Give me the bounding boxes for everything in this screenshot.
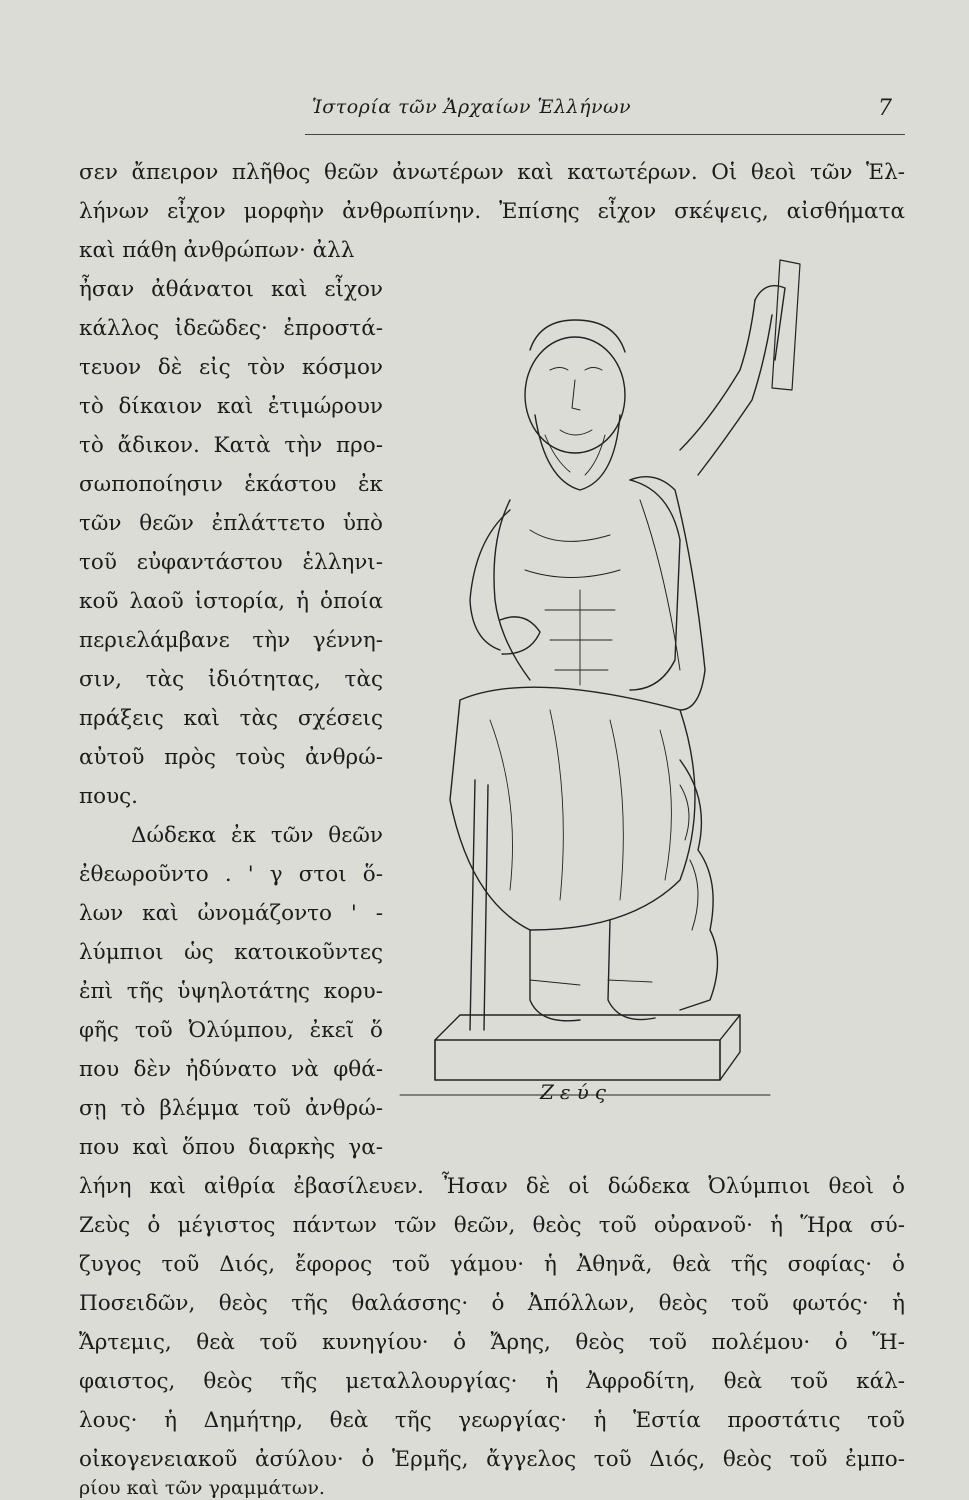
text-line: καὶ πάθη ἀνθρώπων· ἀλλ	[79, 238, 355, 263]
text-line: κοῦ λαοῦ ἱστορία, ἡ ὁποία	[79, 589, 383, 614]
text-line: τῶν θεῶν ἐπλάττετο ὑπὸ	[79, 511, 383, 536]
text-line: που δὲν ἠδύνατο νὰ φθά-	[79, 1057, 383, 1082]
text-line: τοῦ εὐφαντάστου ἑλληνι-	[79, 550, 383, 575]
text-line: λήνη καὶ αἰθρία ἐβασίλευεν. Ἦσαν δὲ οἱ δώδεκα Ὀλύμπιοι θεοὶ ὁ	[79, 1174, 905, 1199]
text-line: ἐπὶ τῆς ὑψηλοτάτης κορυ-	[79, 979, 383, 1004]
running-header	[0, 96, 969, 126]
text-line: κάλλος ἰδεῶδες· ἐπροστά-	[79, 316, 383, 341]
text-line: αὐτοῦ πρὸς τοὺς ἀνθρώ-	[79, 745, 383, 770]
text-line: φῆς τοῦ Ὀλύμπου, ἐκεῖ ὅ	[79, 1018, 383, 1043]
figure-caption: Ζεύς	[540, 1080, 612, 1104]
text-line: σιν, τὰς ἰδιότητας, τὰς	[79, 667, 383, 692]
text-line: Ποσειδῶν, θεὸς τῆς θαλάσσης· ὁ Ἀπόλλων, θεὸς τοῦ φωτός· ἡ	[79, 1291, 905, 1316]
text-line: ρίου καὶ τῶν γραμμάτων.	[79, 1477, 325, 1499]
text-line: ἦσαν ἀθάνατοι καὶ εἶχον	[79, 277, 383, 302]
text-line: τὸ ἄδικον. Κατὰ τὴν προ-	[79, 433, 383, 458]
text-line: λήνων εἶχον μορφὴν ἀνθρωπίνην. Ἐπίσης εἶχον σκέψεις, αἰσθήματα	[79, 199, 905, 224]
text-line: λους· ἡ Δημήτηρ, θεὰ τῆς γεωργίας· ἡ Ἑστία προστάτις τοῦ	[79, 1408, 905, 1433]
text-line: οἰκογενειακοῦ ἀσύλου· ὁ Ἑρμῆς, ἄγγελος τοῦ Διός, θεὸς τοῦ ἐμπο-	[79, 1447, 905, 1472]
text-line: τὸ δίκαιον καὶ ἐτιμώρουν	[79, 394, 383, 419]
text-line: σωποποίησιν ἑκάστου ἐκ	[79, 472, 383, 497]
text-line: τευον δὲ εἰς τὸν κόσμον	[79, 355, 383, 380]
text-line: πους.	[79, 784, 139, 809]
text-line: Ἄρτεμις, θεὰ τοῦ κυνηγίου· ὁ Ἄρης, θεὸς τοῦ πολέμου· ὁ Ἥ-	[79, 1330, 905, 1355]
running-title: Ἱστορία τῶν Ἀρχαίων Ἑλλήνων	[312, 96, 632, 118]
text-line: ἐθεωροῦντο . ' γ στοι ὅ-	[79, 862, 383, 887]
text-line: πράξεις καὶ τὰς σχέσεις	[79, 706, 383, 731]
text-line: σεν ἄπειρον πλῆθος θεῶν ἀνωτέρων καὶ κατωτέρων. Οἱ θεοὶ τῶν Ἑλ-	[79, 160, 905, 185]
text-line: φαιστος, θεὸς τῆς μεταλλουργίας· ἡ Ἀφροδίτη, θεὰ τοῦ κάλ-	[79, 1369, 905, 1394]
page-number: 7	[878, 96, 892, 121]
text-line: σῃ τὸ βλέμμα τοῦ ἀνθρώ-	[79, 1096, 383, 1121]
text-line: Ζεὺς ὁ μέγιστος πάντων τῶν θεῶν, θεὸς τοῦ οὐρανοῦ· ἡ Ἥρα σύ-	[79, 1213, 905, 1238]
text-line: Δώδεκα ἐκ τῶν θεῶν	[131, 823, 383, 848]
header-rule	[305, 134, 905, 135]
zeus-statue-illustration	[380, 240, 910, 1100]
text-line: που καὶ ὅπου διαρκὴς γα-	[79, 1135, 383, 1160]
text-line: περιελάμβανε τὴν γέννη-	[79, 628, 383, 653]
text-line: λων καὶ ὠνομάζοντο ' -	[79, 901, 383, 926]
text-line: ζυγος τοῦ Διός, ἔφορος τοῦ γάμου· ἡ Ἀθηνᾶ, θεὰ τῆς σοφίας· ὁ	[79, 1252, 905, 1277]
text-line: λύμπιοι ὡς κατοικοῦντες	[79, 940, 383, 965]
